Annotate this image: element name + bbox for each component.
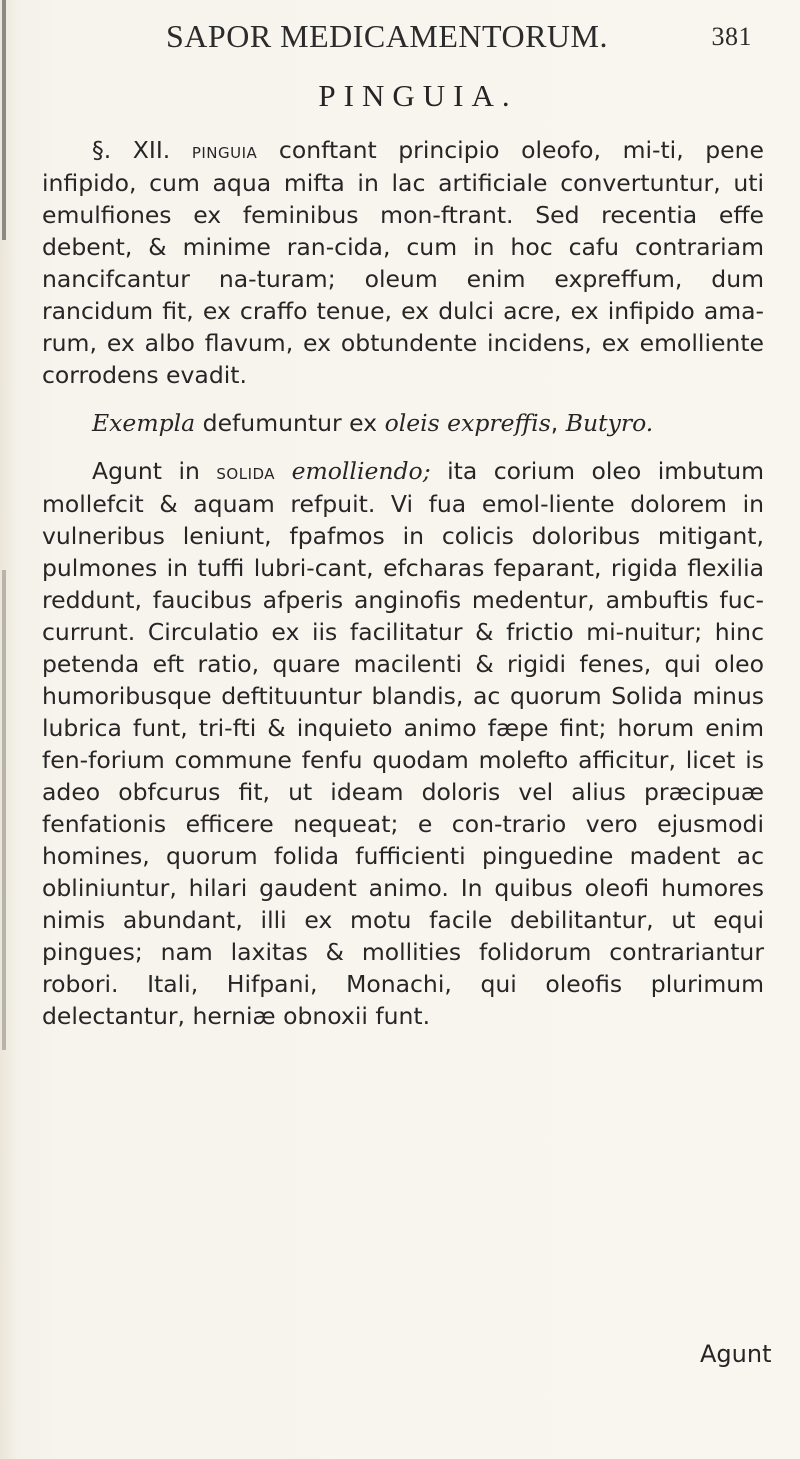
example-butyro: Butyro. <box>565 409 654 437</box>
paragraph-2 <box>42 407 764 439</box>
paragraph-3-text: ita corium oleo imbutum mollefcit & aquam refpuit. Vi fua emol-liente dolorem in vulneribus leniunt, fpafmos in colicis doloribus mitigant, pulmones in tuffi lubri-cant, efcharas feparant, rigida flexilia reddunt, faucibus afperis anginofis medentur, ambuftis fuc-currunt. Circulatio ex iis facilitatur & frictio mi-nuitur; hinc petenda eft ratio, quare macilenti & rigidi fenes, qui oleo humoribusque deftituuntur blandis, ac quorum Solida minus lubrica funt, tri-fti & inquieto animo fæpe fint; horum enim fen-forium commune fenfu quodam molefto afficitur, licet is adeo obfcurus fit, ut ideam doloris vel alius præcipuæ fenfationis efficere nequeat; e con-trario vero ejusmodi homines, quorum folida fufficienti pinguedine madent ac obliniuntur, hilari gaudent animo. In quibus oleofi humores nimis abundant, illi ex motu facile debilitantur, ut equi pingues; nam laxitas & mollities folidorum contrariantur robori. Itali, Hifpani, Monachi, qui oleofis plurimum delectantur, herniæ obnoxii funt. <box>42 457 764 1030</box>
paragraph-2-text: defumuntur ex <box>202 409 378 437</box>
keyword-solida: solida <box>216 460 276 484</box>
paragraph-3 <box>42 455 764 1032</box>
body-text <box>42 134 764 1032</box>
emolliendo-emphasis: emolliendo; <box>291 457 431 485</box>
page-edge-shadow <box>2 570 6 1050</box>
example-oleis: oleis expreffis <box>384 409 551 437</box>
catchword: Agunt <box>700 1340 772 1368</box>
paragraph-1 <box>42 134 764 391</box>
section-title: PINGUIA. <box>318 78 518 113</box>
example-separator: , <box>550 409 559 437</box>
section-number: §. XII. <box>92 136 171 164</box>
paragraph-1-text: conftant principio oleofo, mi-ti, pene infipido, cum aqua mifta in lac artificiale convertuntur, uti emulfiones ex feminibus mon-ftrant. Sed recentia effe debent, & minime ran-cida, cum in hoc cafu contrariam nancifcantur na-turam; oleum enim expreffum, dum rancidum fit, ex craffo tenue, ex dulci acre, ex infipido ama-rum, ex albo flavum, ex obtundente incidens, ex emolliente corrodens evadit. <box>42 136 764 389</box>
exempla-lead: Exempla <box>92 409 196 437</box>
page-edge-shadow <box>2 0 6 240</box>
running-title: SAPOR MEDICAMENTORUM. <box>166 18 608 54</box>
paragraph-3-lead: Agunt in <box>92 457 200 485</box>
page-number: 381 <box>711 22 752 51</box>
keyword-pinguia: pinguia <box>191 139 258 163</box>
running-head <box>166 18 752 62</box>
